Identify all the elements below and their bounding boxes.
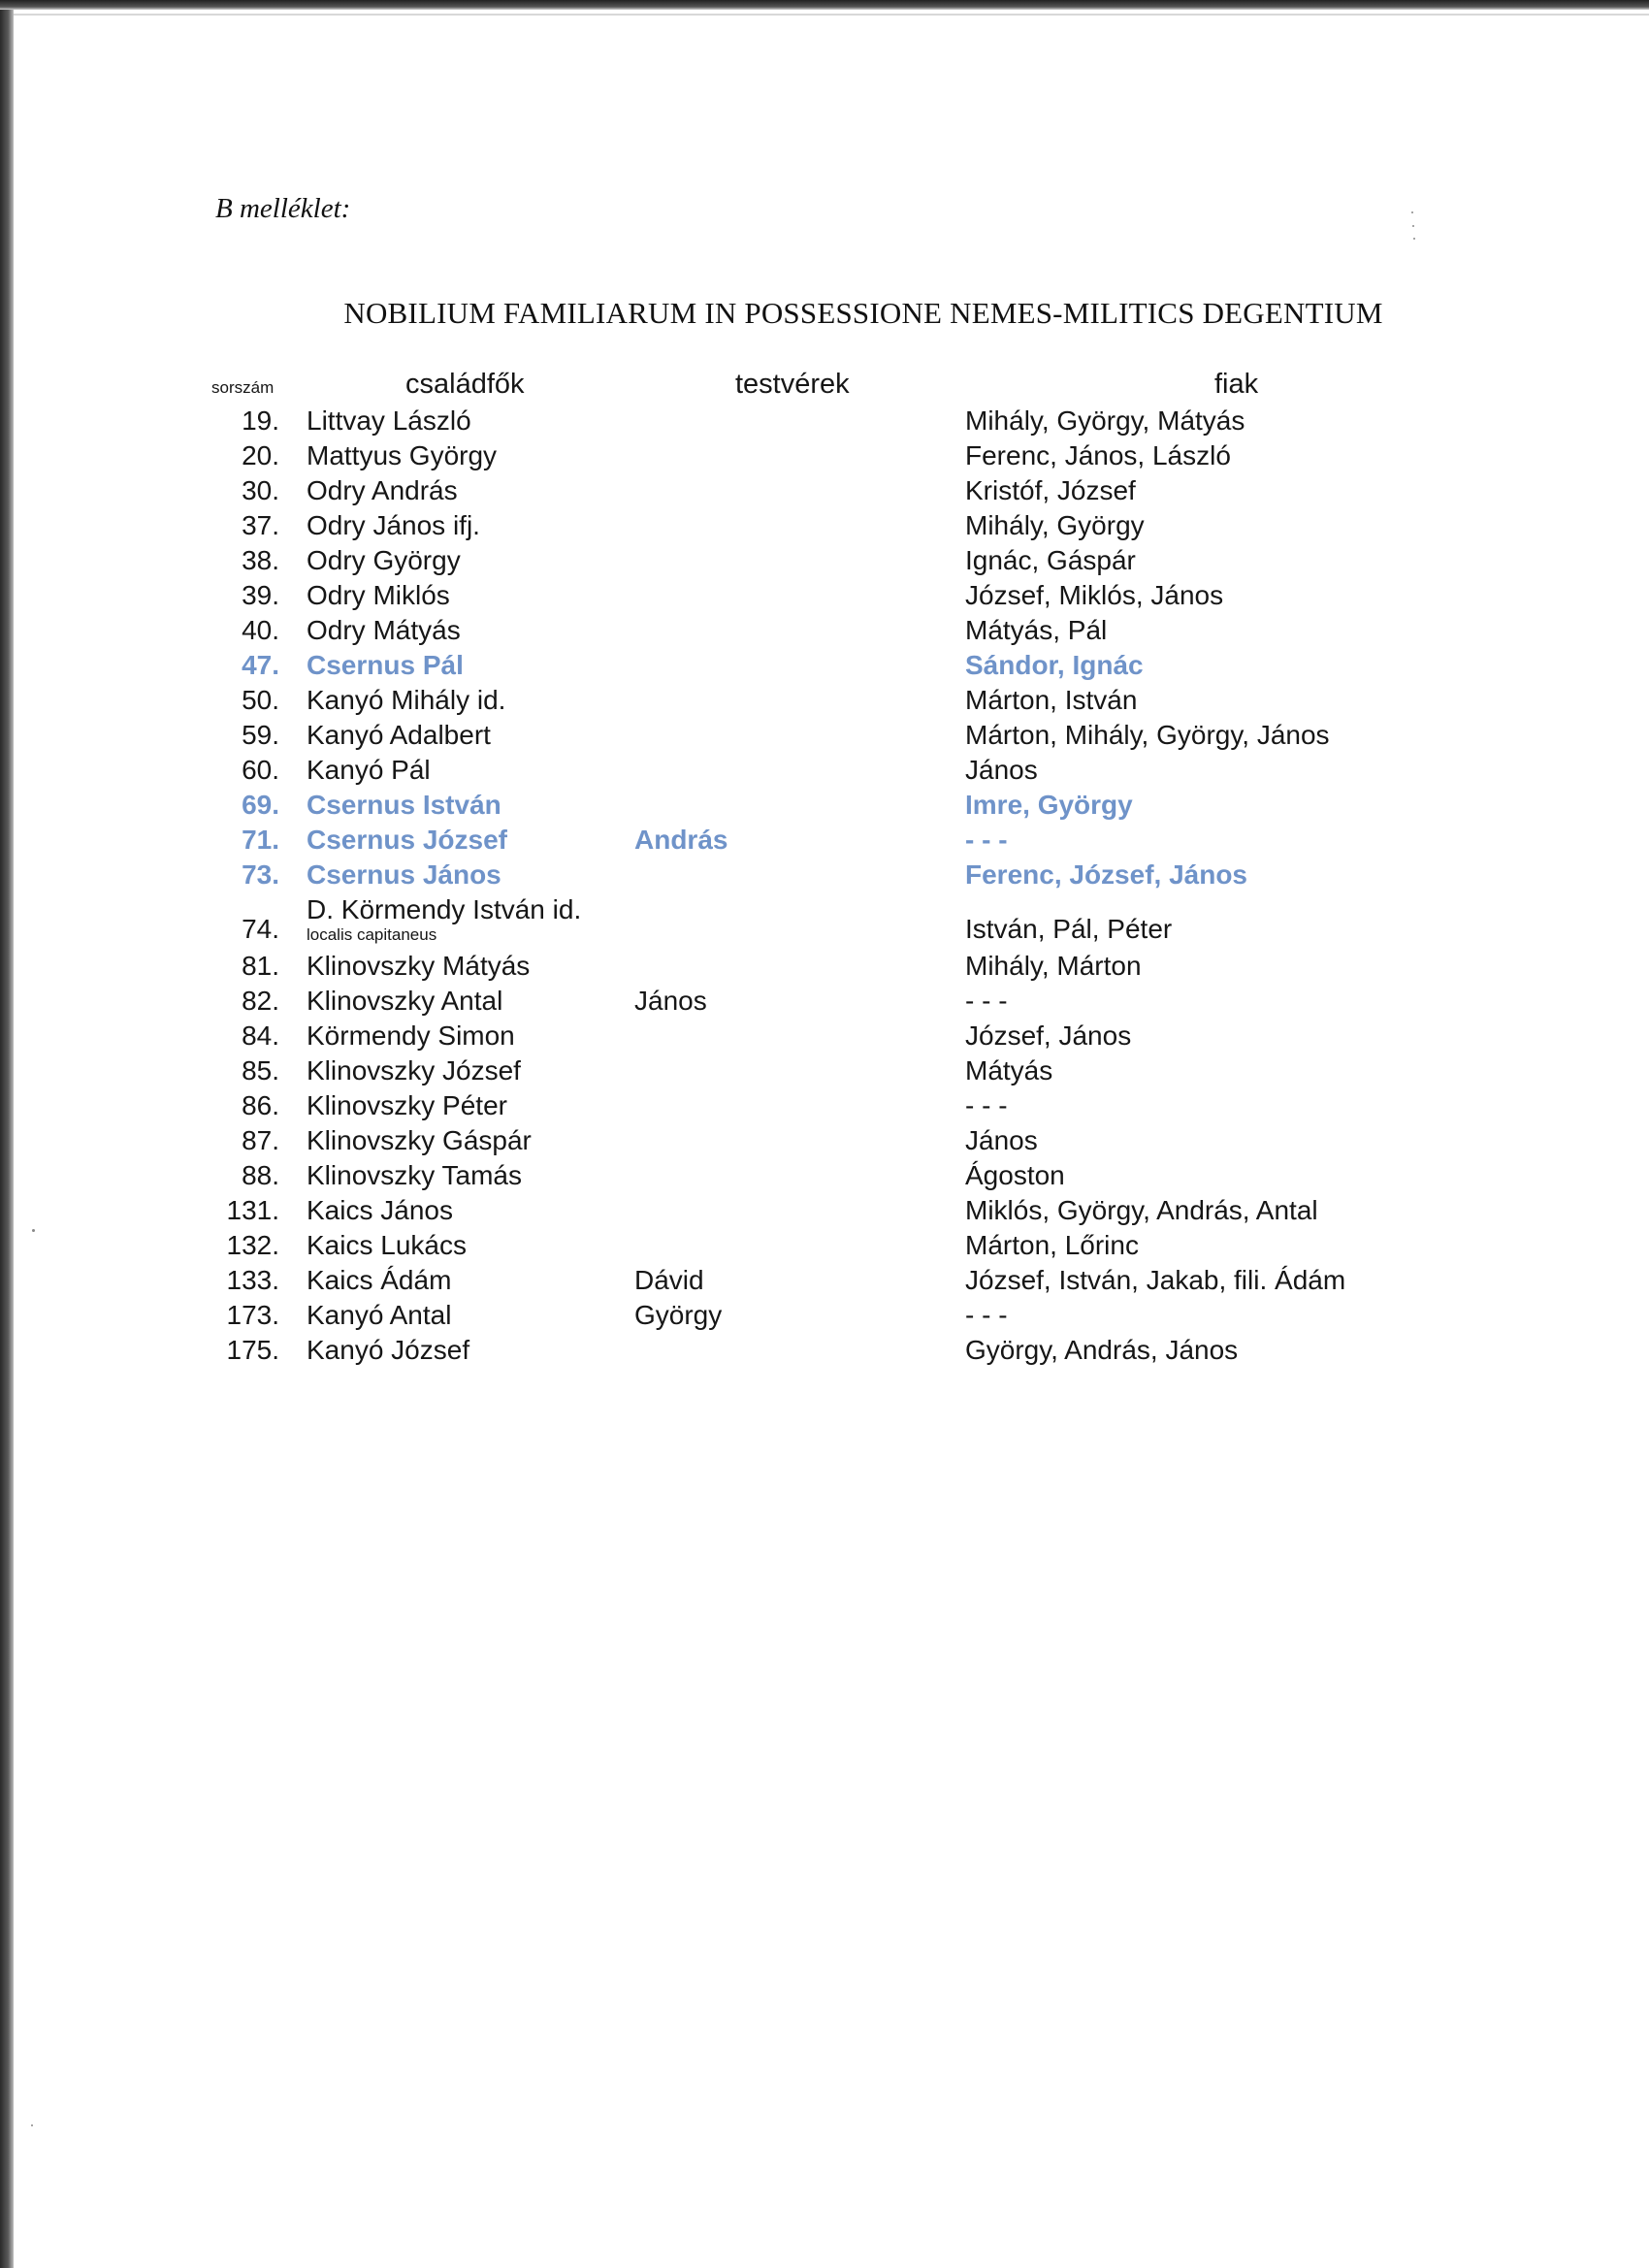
row-head-of-family: Kanyó Mihály id. bbox=[307, 685, 506, 715]
scan-speck bbox=[1412, 225, 1414, 227]
row-head-of-family: Kaics Ádám bbox=[307, 1265, 452, 1295]
table-row bbox=[0, 1088, 1649, 1123]
column-header-sons: fiak bbox=[1214, 369, 1259, 400]
row-sons: Ignác, Gáspár bbox=[965, 545, 1136, 575]
row-head-of-family: D. Körmendy István id. bbox=[307, 894, 582, 924]
row-sons: Miklós, György, András, Antal bbox=[965, 1195, 1318, 1225]
row-head-of-family: Littvay László bbox=[307, 405, 471, 436]
row-sons: János bbox=[965, 755, 1038, 785]
row-sons: Mihály, Márton bbox=[965, 951, 1142, 981]
scan-speck bbox=[31, 2124, 33, 2126]
table-row bbox=[0, 1228, 1649, 1263]
row-sons: Imre, György bbox=[965, 790, 1133, 820]
row-number: 50. bbox=[242, 685, 279, 715]
row-head-of-family: Odry György bbox=[307, 545, 461, 575]
row-number: 81. bbox=[242, 951, 279, 981]
table-row bbox=[0, 1333, 1649, 1368]
table-row bbox=[0, 984, 1649, 1019]
table-row bbox=[0, 1123, 1649, 1158]
row-sons: Sándor, Ignác bbox=[965, 650, 1144, 680]
table-row bbox=[0, 438, 1649, 473]
row-head-of-family: Odry Mátyás bbox=[307, 615, 461, 645]
row-head-of-family: Kanyó József bbox=[307, 1335, 470, 1365]
row-head-of-family: Klinovszky Mátyás bbox=[307, 951, 531, 981]
row-number: 82. bbox=[242, 986, 279, 1016]
row-head-of-family: Odry János ifj. bbox=[307, 510, 480, 540]
row-sons: - - - bbox=[965, 986, 1008, 1016]
row-head-of-family: Odry Miklós bbox=[307, 580, 450, 610]
table-row bbox=[0, 718, 1649, 753]
table-row bbox=[0, 683, 1649, 718]
table-row bbox=[0, 788, 1649, 823]
annex-label: B melléklet: bbox=[215, 193, 351, 224]
row-number: 37. bbox=[242, 510, 279, 540]
row-number: 30. bbox=[242, 475, 279, 505]
scan-edge-top-line bbox=[14, 14, 1649, 16]
row-number: 60. bbox=[242, 755, 279, 785]
table-row bbox=[0, 404, 1649, 438]
row-head-of-family: Kaics János bbox=[307, 1195, 453, 1225]
table-row bbox=[0, 1193, 1649, 1228]
row-number: 40. bbox=[242, 615, 279, 645]
scan-speck bbox=[1411, 211, 1413, 213]
row-number: 133. bbox=[226, 1265, 279, 1295]
row-number: 19. bbox=[242, 405, 279, 436]
table-row bbox=[0, 1298, 1649, 1333]
table-row bbox=[0, 753, 1649, 788]
table-row bbox=[0, 1263, 1649, 1298]
row-head-of-family: Körmendy Simon bbox=[307, 1021, 515, 1051]
row-sons: János bbox=[965, 1125, 1038, 1155]
row-head-of-family: Klinovszky Tamás bbox=[307, 1160, 523, 1190]
row-head-of-family: Csernus István bbox=[307, 790, 501, 820]
table-row bbox=[0, 578, 1649, 613]
row-number: 20. bbox=[242, 440, 279, 470]
table-row bbox=[0, 858, 1649, 892]
row-siblings: György bbox=[634, 1300, 723, 1330]
table-row bbox=[0, 508, 1649, 543]
row-head-of-family: Klinovszky Antal bbox=[307, 986, 503, 1016]
document-title: NOBILIUM FAMILIARUM IN POSSESSIONE NEMES-MILITICS DEGENTIUM bbox=[343, 296, 1383, 330]
row-sons: György, András, János bbox=[965, 1335, 1239, 1365]
row-sons: József, Miklós, János bbox=[965, 580, 1224, 610]
row-head-subtitle: localis capitaneus bbox=[307, 925, 437, 944]
row-head-of-family: Klinovszky József bbox=[307, 1055, 521, 1085]
row-sons: Kristóf, József bbox=[965, 475, 1136, 505]
row-number: 59. bbox=[242, 720, 279, 750]
table-row bbox=[0, 648, 1649, 683]
row-siblings: János bbox=[634, 986, 707, 1016]
row-number: 47. bbox=[242, 650, 279, 680]
scan-edge-top bbox=[0, 0, 1649, 10]
column-header-siblings: testvérek bbox=[735, 369, 850, 400]
row-sons: Ferenc, János, László bbox=[965, 440, 1231, 470]
row-number: 132. bbox=[226, 1230, 279, 1260]
row-number: 131. bbox=[226, 1195, 279, 1225]
table-row bbox=[0, 543, 1649, 578]
table-row bbox=[0, 613, 1649, 648]
row-number: 74. bbox=[242, 914, 279, 944]
row-sons: Mihály, György bbox=[965, 510, 1145, 540]
row-head-of-family: Odry András bbox=[307, 475, 458, 505]
row-head-of-family: Klinovszky Péter bbox=[307, 1090, 507, 1120]
table-row bbox=[0, 1019, 1649, 1053]
column-header-number: sorszám bbox=[211, 378, 275, 397]
row-number: 39. bbox=[242, 580, 279, 610]
row-number: 86. bbox=[242, 1090, 279, 1120]
row-sons: Márton, Lőrinc bbox=[965, 1230, 1139, 1260]
row-sons: Márton, Mihály, György, János bbox=[965, 720, 1330, 750]
row-number: 84. bbox=[242, 1021, 279, 1051]
row-number: 88. bbox=[242, 1160, 279, 1190]
row-sons: Márton, István bbox=[965, 685, 1138, 715]
row-number: 87. bbox=[242, 1125, 279, 1155]
row-number: 85. bbox=[242, 1055, 279, 1085]
row-sons: Mátyás, Pál bbox=[965, 615, 1108, 645]
row-sons: Ágoston bbox=[965, 1160, 1065, 1190]
row-sons: - - - bbox=[965, 1300, 1008, 1330]
row-head-of-family: Kanyó Pál bbox=[307, 755, 431, 785]
row-number: 173. bbox=[226, 1300, 279, 1330]
table-row bbox=[0, 949, 1649, 984]
row-sons: - - - bbox=[965, 825, 1008, 855]
row-head-of-family: Csernus Pál bbox=[307, 650, 464, 680]
row-number: 69. bbox=[242, 790, 279, 820]
row-number: 38. bbox=[242, 545, 279, 575]
row-sons: József, István, Jakab, fili. Ádám bbox=[965, 1265, 1346, 1295]
row-head-of-family: Csernus János bbox=[307, 859, 501, 890]
row-head-of-family: Kaics Lukács bbox=[307, 1230, 467, 1260]
row-sons: - - - bbox=[965, 1090, 1008, 1120]
table-row bbox=[0, 892, 1649, 944]
row-sons: József, János bbox=[965, 1021, 1132, 1051]
row-number: 73. bbox=[242, 859, 279, 890]
row-sons: István, Pál, Péter bbox=[965, 914, 1173, 944]
row-head-of-family: Csernus József bbox=[307, 825, 507, 855]
row-sons: Mátyás bbox=[965, 1055, 1053, 1085]
row-number: 71. bbox=[242, 825, 279, 855]
row-siblings: Dávid bbox=[634, 1265, 704, 1295]
scan-speck bbox=[1413, 238, 1415, 240]
table-row bbox=[0, 473, 1649, 508]
table-row bbox=[0, 823, 1649, 858]
row-head-of-family: Mattyus György bbox=[307, 440, 498, 470]
row-head-of-family: Kanyó Antal bbox=[307, 1300, 452, 1330]
column-header-head-of-family: családfők bbox=[405, 369, 525, 400]
row-sons: Ferenc, József, János bbox=[965, 859, 1248, 890]
table-row bbox=[0, 1053, 1649, 1088]
row-sons: Mihály, György, Mátyás bbox=[965, 405, 1245, 436]
row-head-of-family: Klinovszky Gáspár bbox=[307, 1125, 532, 1155]
table-row bbox=[0, 1158, 1649, 1193]
row-siblings: András bbox=[634, 825, 728, 855]
row-head-of-family: Kanyó Adalbert bbox=[307, 720, 491, 750]
row-number: 175. bbox=[226, 1335, 279, 1365]
